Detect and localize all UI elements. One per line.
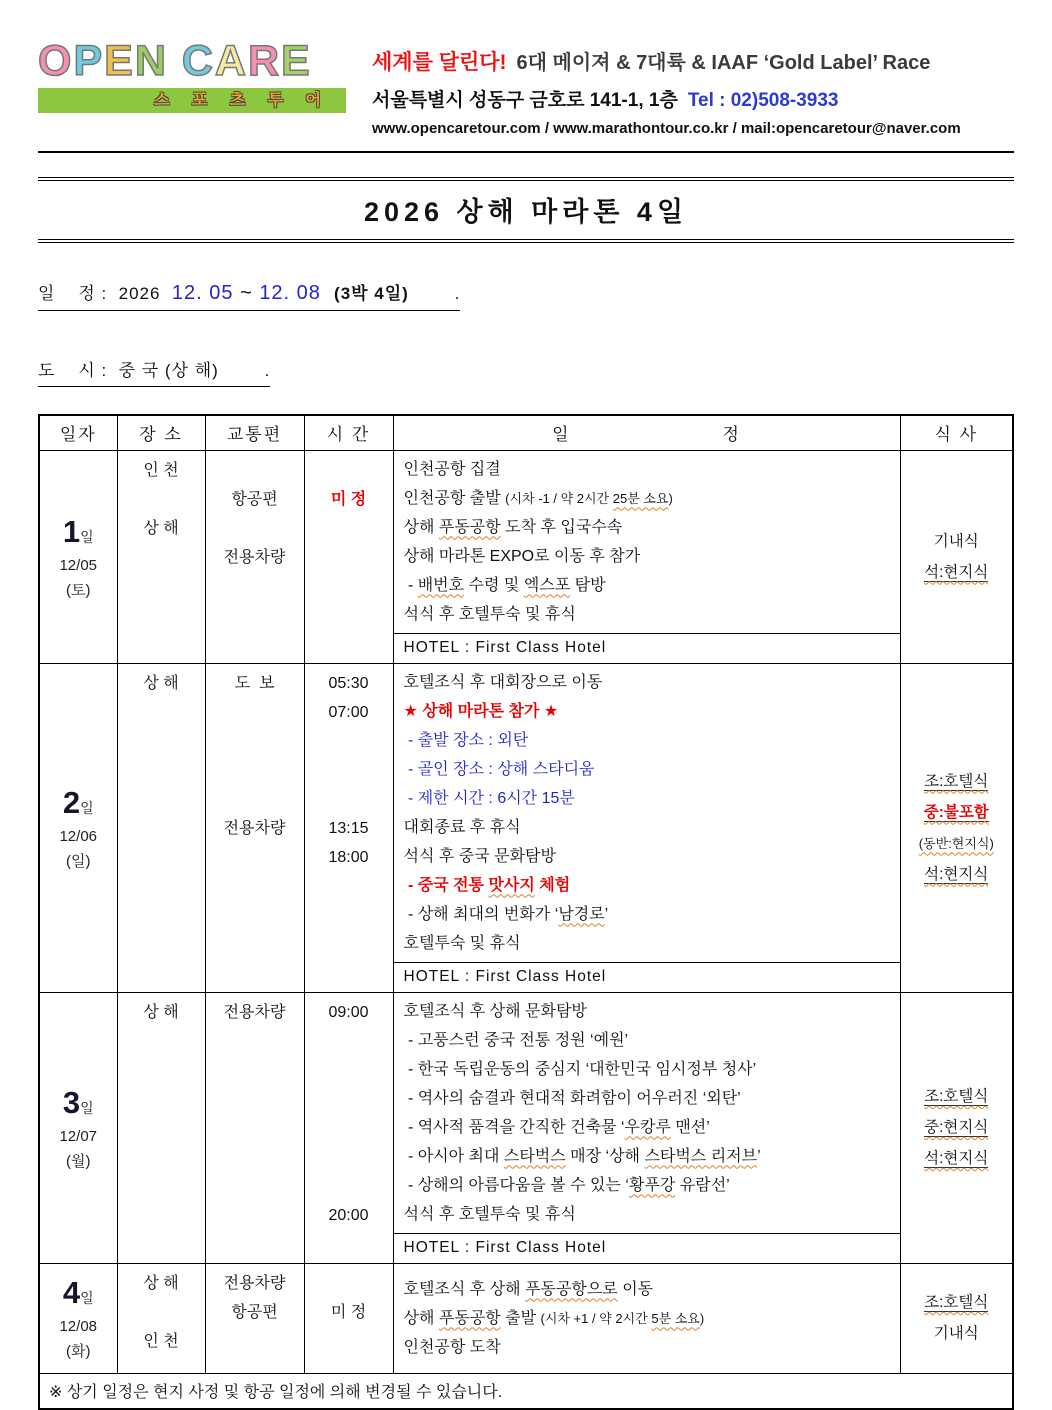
time-cell-line: 미 정 <box>330 490 367 508</box>
place-cell <box>117 663 205 992</box>
text-segment: 조:호텔식 <box>924 772 989 790</box>
time-cell-line: 18:00 <box>328 848 369 866</box>
slogan-line <box>372 46 1014 76</box>
itinerary-cell <box>393 992 900 1233</box>
text-segment: 도착 후 입국수속 <box>500 518 623 536</box>
text-segment: 12. 05 <box>171 282 234 304</box>
page-title: 2026 상해 마라톤 4일 <box>363 197 689 227</box>
trip-info <box>38 279 1014 387</box>
day-suffix: 일 <box>80 1290 94 1306</box>
time-cell-line <box>305 1269 393 1298</box>
logo-letter: E <box>104 37 135 85</box>
text-segment: (3박 4일) <box>334 284 409 303</box>
document-page <box>38 0 1014 1410</box>
day-row-2 <box>39 663 1013 962</box>
meal-line <box>901 859 1013 890</box>
itinerary-line <box>404 726 892 755</box>
itinerary-line <box>404 1171 892 1200</box>
transport-cell <box>205 1263 304 1373</box>
text-segment: 푸동공항 <box>438 1309 501 1327</box>
itinerary-cell <box>393 663 900 962</box>
logo-letter <box>168 37 182 85</box>
text-segment: 25분 소요 <box>612 490 669 506</box>
time-cell-line <box>305 1085 393 1114</box>
text-segment: (시차 -1 / 약 2시간 <box>505 490 613 506</box>
text-segment: 호텔조식 후 상해 문화탐방 <box>403 1002 587 1020</box>
day-number: 1일 <box>62 513 94 549</box>
text-segment: 호텔투숙 및 휴식 <box>403 934 521 952</box>
meal-cell <box>900 663 1013 992</box>
letterhead <box>38 37 1014 137</box>
itinerary-table <box>38 414 1014 1410</box>
itinerary-line <box>404 542 892 571</box>
itinerary-cell <box>393 1263 900 1373</box>
text-segment: 석식 후 호텔투숙 및 휴식 <box>403 605 576 623</box>
date-cell <box>39 450 117 663</box>
place-cell <box>117 450 205 663</box>
text-segment: 우캉루 <box>624 1118 671 1136</box>
date-label: 12/07 <box>59 1127 98 1145</box>
transport-cell-line <box>206 785 304 814</box>
col-header-time: 시 간 <box>304 415 393 450</box>
itinerary-line <box>404 455 892 484</box>
text-segment: 일 정 : 2026 <box>38 284 172 303</box>
text-segment: - 아시아 최대 <box>403 1147 504 1165</box>
text-segment: 탐방 <box>570 576 606 594</box>
text-segment: 석식 후 호텔투숙 및 휴식 <box>403 1205 576 1223</box>
transport-cell-line: 전용차량 <box>223 548 286 566</box>
itinerary-line <box>404 784 892 813</box>
text-segment: 배번호 <box>417 576 465 594</box>
slogan-red: 세계를 달린다! <box>372 51 507 74</box>
meal-cell <box>900 1263 1013 1373</box>
text-segment: 맛사지 <box>488 876 535 894</box>
text-segment: 남경로 <box>558 905 605 923</box>
itinerary-line <box>404 571 892 600</box>
itinerary-line <box>404 697 892 726</box>
text-segment: 유람선’ <box>675 1176 730 1194</box>
text-segment: 인천공항 도착 <box>403 1338 501 1356</box>
meal-line <box>901 1081 1013 1112</box>
time-cell <box>304 1263 393 1373</box>
logo-letter: O <box>38 37 74 85</box>
time-cell <box>304 663 393 992</box>
time-cell-line <box>305 456 393 485</box>
time-cell-line <box>305 1027 393 1056</box>
text-segment: 상해 <box>403 518 439 536</box>
meal-line <box>901 1143 1013 1174</box>
time-cell-line <box>305 756 393 785</box>
table-header <box>39 415 1013 450</box>
time-cell-line: 13:15 <box>328 819 369 837</box>
meal-line <box>901 766 1013 797</box>
place-cell-line: 상 해 <box>143 519 179 537</box>
transport-cell <box>205 450 304 663</box>
table-body <box>39 450 1013 1409</box>
logo-letter: N <box>134 37 168 85</box>
place-cell-line: 상 해 <box>143 1274 179 1292</box>
transport-cell-line: 전용차량 <box>223 819 286 837</box>
itinerary-line <box>404 997 892 1026</box>
time-cell-line <box>305 785 393 814</box>
header-divider <box>38 151 1014 153</box>
date-cell <box>39 992 117 1263</box>
place-cell-line: 상 해 <box>143 1003 179 1021</box>
opencare-logo <box>38 37 346 113</box>
text-segment: 수령 및 <box>464 576 524 594</box>
text-segment: ’ <box>757 1147 761 1165</box>
weekday-label: (일) <box>66 852 91 870</box>
transport-cell-line <box>206 756 304 785</box>
title-box <box>38 177 1014 243</box>
company-address: 서울특별시 성동구 금호로 141-1, 1층 <box>372 90 678 111</box>
text-segment: 체험 <box>534 876 571 894</box>
meal-line <box>901 557 1013 588</box>
transport-cell-line <box>206 727 304 756</box>
text-segment: 인천공항 출발 <box>403 489 506 507</box>
transport-cell-line: 전용차량 <box>223 1003 286 1021</box>
text-segment: (시차 +1 / 약 2시간 <box>540 1310 652 1326</box>
text-segment: 5분 소요 <box>651 1310 700 1326</box>
transport-cell-line: 항공편 <box>231 490 278 508</box>
text-segment: 기내식 <box>933 1325 979 1342</box>
meal-line <box>901 797 1013 828</box>
day-number: 2일 <box>62 784 94 820</box>
date-label: 12/08 <box>59 1318 98 1335</box>
transport-cell <box>205 663 304 992</box>
time-cell-line: 09:00 <box>328 1003 369 1021</box>
meal-line <box>901 1112 1013 1143</box>
text-segment: 호텔조식 후 대회장으로 이동 <box>403 673 603 691</box>
text-segment: - 제한 시간 : 6시간 15분 <box>403 789 575 807</box>
hotel-cell: HOTEL : First Class Hotel <box>393 1233 900 1263</box>
text-segment: - 상해 최대의 번화가 ‘ <box>403 905 559 923</box>
meal-cell <box>900 992 1013 1263</box>
website-line: www.opencaretour.com / www.marathontour.co.kr / mail:opencaretour@naver.com <box>372 120 961 137</box>
place-cell-line <box>118 1298 205 1327</box>
text-segment: 석:현지식 <box>924 865 989 883</box>
meal-line <box>901 1318 1013 1349</box>
company-tel: Tel : 02)508-3933 <box>687 90 839 111</box>
itinerary-line <box>404 900 892 929</box>
company-info <box>346 40 1014 137</box>
text-segment: (동반:현지식) <box>918 835 994 851</box>
text-segment: - 역사적 품격을 간직한 건축물 ‘ <box>403 1118 625 1136</box>
text-segment: 매장 ‘상해 <box>565 1147 645 1165</box>
time-cell-line <box>305 1172 393 1201</box>
place-cell-line: 인 천 <box>143 1332 179 1350</box>
text-segment: - 한국 독립운동의 중심지 ‘대한민국 임시정부 청사’ <box>403 1060 757 1078</box>
logo-banner-text: 스 포 츠 투 어 <box>153 92 330 109</box>
text-segment: 푸동공항 <box>438 518 501 536</box>
text-segment: 조:호텔식 <box>924 1294 989 1311</box>
logo-letter: A <box>214 37 248 85</box>
time-cell-line: 20:00 <box>328 1206 369 1224</box>
logo-letter: P <box>73 37 105 85</box>
meal-cell <box>900 450 1013 663</box>
day-suffix: 일 <box>80 528 94 545</box>
weekday-label: (토) <box>66 581 91 599</box>
meal-line <box>901 526 1013 557</box>
itinerary-line <box>404 600 892 629</box>
logo-letter: R <box>247 37 282 85</box>
time-cell-line: 미 정 <box>330 1303 367 1321</box>
text-segment: 석:현지식 <box>924 1150 989 1167</box>
text-segment: 출발 <box>500 1309 541 1327</box>
itinerary-line <box>404 755 892 784</box>
text-segment: 이동 <box>617 1280 654 1298</box>
text-segment: 석식 후 중국 문화탐방 <box>403 847 556 865</box>
address-line <box>372 85 1014 112</box>
transport-cell-line: 도 보 <box>234 674 275 692</box>
text-segment: 중:불포함 <box>923 803 989 821</box>
meal-line <box>901 828 1013 859</box>
itinerary-line <box>404 813 892 842</box>
logo-wordmark <box>38 37 346 85</box>
text-segment: 상해 <box>403 1309 439 1327</box>
schedule-line <box>38 279 460 311</box>
city-line <box>38 356 270 387</box>
text-segment: 석:현지식 <box>924 563 989 581</box>
col-header-transport: 교통편 <box>205 415 304 450</box>
place-cell <box>117 1263 205 1373</box>
text-segment: . <box>408 284 461 303</box>
itinerary-line <box>404 929 892 958</box>
date-cell <box>39 663 117 992</box>
time-cell-line: 07:00 <box>328 703 369 721</box>
itinerary-line <box>404 1304 892 1333</box>
day-number: 3일 <box>62 1084 94 1120</box>
text-segment: 스타벅스 리저브 <box>644 1147 758 1165</box>
transport-cell-line <box>206 456 304 485</box>
col-header-place: 장 소 <box>117 415 205 450</box>
text-segment: - <box>403 576 418 594</box>
time-cell <box>304 992 393 1263</box>
itinerary-line <box>404 668 892 697</box>
itinerary-line <box>404 842 892 871</box>
text-segment: - 골인 장소 : 상해 스타디움 <box>403 760 595 778</box>
itinerary-line <box>404 1113 892 1142</box>
transport-cell-line: 전용차량 <box>223 1274 286 1292</box>
text-segment: - 출발 장소 : 외탄 <box>403 731 529 749</box>
text-segment: - 중국 전통 <box>403 876 489 894</box>
time-cell-line <box>305 1143 393 1172</box>
weekday-label: (화) <box>66 1343 91 1360</box>
hotel-cell: HOTEL : First Class Hotel <box>393 962 900 992</box>
itinerary-line <box>404 1026 892 1055</box>
place-cell <box>117 992 205 1263</box>
itinerary-line <box>404 1333 892 1362</box>
time-cell-line: 05:30 <box>328 674 369 692</box>
text-segment: ★ 상해 마라톤 참가 ★ <box>403 702 559 720</box>
text-segment: 맨션’ <box>670 1118 710 1136</box>
itinerary-line <box>404 484 892 513</box>
col-header-date: 일자 <box>39 415 117 450</box>
itinerary-line <box>404 1084 892 1113</box>
text-segment: 상해 마라톤 EXPO로 이동 후 참가 <box>403 547 641 565</box>
date-cell <box>39 1263 117 1373</box>
text-segment: - 고풍스런 중국 전통 정원 ‘예원’ <box>403 1031 629 1049</box>
itinerary-line <box>404 1275 892 1304</box>
text-segment: 중:현지식 <box>924 1119 989 1136</box>
day-row-1 <box>39 450 1013 633</box>
text-segment: 푸동공항으로 <box>525 1280 618 1298</box>
itinerary-line <box>404 1200 892 1229</box>
text-segment: 황푸강 <box>628 1176 676 1194</box>
day-row-4 <box>39 1263 1013 1373</box>
logo-letter: C <box>181 37 215 85</box>
time-cell-line <box>305 727 393 756</box>
text-segment: - 역사의 숨결과 현대적 화려함이 어우러진 ‘외탄’ <box>403 1089 741 1107</box>
time-cell-line <box>305 1114 393 1143</box>
text-segment: 인천공항 집결 <box>403 460 501 478</box>
transport-cell <box>205 992 304 1263</box>
time-cell-line <box>305 1056 393 1085</box>
itinerary-line <box>404 1055 892 1084</box>
meal-line <box>901 1287 1013 1318</box>
text-segment: 대회종료 후 휴식 <box>403 818 521 836</box>
text-segment: ) <box>668 490 673 506</box>
weekday-label: (월) <box>66 1152 91 1170</box>
text-segment: ~ <box>233 282 260 304</box>
text-segment: 스타벅스 <box>503 1147 566 1165</box>
text-segment: 조:호텔식 <box>924 1088 989 1105</box>
text-segment: - 상해의 아름다움을 볼 수 있는 ‘ <box>403 1176 629 1194</box>
transport-cell-line <box>206 514 304 543</box>
col-header-meals: 식 사 <box>900 415 1013 450</box>
hotel-cell: HOTEL : First Class Hotel <box>393 633 900 663</box>
text-segment: ’ <box>604 905 609 923</box>
itinerary-line <box>404 1142 892 1171</box>
footnote-cell: ※ 상기 일정은 현지 사정 및 항공 일정에 의해 변경될 수 있습니다. <box>39 1373 1013 1409</box>
place-cell-line: 인 천 <box>143 461 179 479</box>
day-number: 4일 <box>62 1275 94 1310</box>
text-segment: 호텔조식 후 상해 <box>403 1280 526 1298</box>
table-header-row <box>39 415 1013 450</box>
text-segment <box>321 282 334 304</box>
text-segment: 도 시 : 중 국 (상 해) . <box>38 361 271 380</box>
title-bottom-rule <box>38 239 1014 243</box>
col-header-itinerary: 일 정 <box>393 415 900 450</box>
logo-letter: E <box>281 37 312 85</box>
time-cell <box>304 450 393 663</box>
date-label: 12/06 <box>59 827 98 845</box>
itinerary-line <box>404 513 892 542</box>
text-segment: ) <box>699 1310 705 1326</box>
logo-banner <box>38 88 346 113</box>
transport-cell-line <box>206 698 304 727</box>
text-segment: 엑스포 <box>523 576 571 594</box>
itinerary-line <box>404 871 892 900</box>
text-segment: 12. 08 <box>259 282 321 304</box>
text-segment: 기내식 <box>933 532 979 550</box>
place-cell-line: 상 해 <box>143 674 179 692</box>
date-label: 12/05 <box>59 556 98 574</box>
day-suffix: 일 <box>80 1099 94 1116</box>
day-suffix: 일 <box>80 799 94 816</box>
footnote-row <box>39 1373 1013 1409</box>
slogan-rest: 6대 메이져 & 7대륙 & IAAF ‘Gold Label’ Race <box>516 52 931 74</box>
day-row-3 <box>39 992 1013 1233</box>
itinerary-cell <box>393 450 900 633</box>
place-cell-line <box>118 485 205 514</box>
transport-cell-line: 항공편 <box>231 1303 278 1321</box>
